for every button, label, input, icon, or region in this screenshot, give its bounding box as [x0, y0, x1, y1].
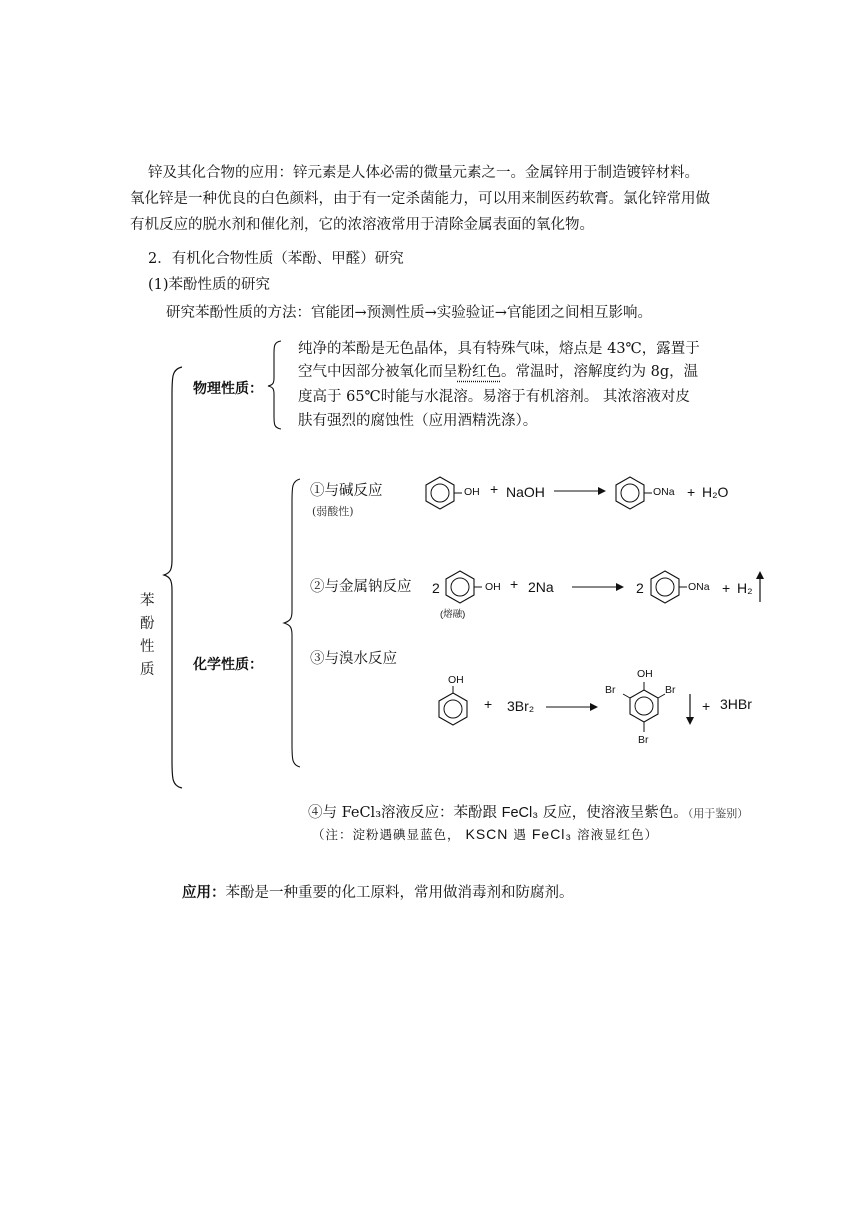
side-label-char: 苯 — [140, 593, 155, 609]
benzene-ring-icon — [432, 684, 472, 734]
reaction-4-note-line — [312, 824, 658, 845]
r2-melt-note: (熔融) — [440, 609, 466, 620]
r2-h2: H₂ — [737, 580, 753, 596]
r2-plus: + — [510, 576, 519, 592]
r3-br-left: Br — [605, 684, 616, 696]
physical-line-3: 度高于 65℃时能与水混溶。易溶于有机溶剂。 其浓溶液对皮 — [298, 389, 690, 405]
emphasis-pink: 粉红色 — [457, 364, 501, 380]
r1-plus: + — [490, 481, 499, 497]
side-label-char: 酚 — [140, 616, 155, 632]
physical-line-4: 肤有强烈的腐蚀性（应用酒精洗涤）。 — [298, 413, 538, 429]
r4-note: （用于鉴别） — [687, 807, 749, 820]
r3-plus: + — [484, 696, 493, 712]
benzene-ring-icon — [420, 474, 460, 514]
reaction-2-title: ②与金属钠反应 — [310, 579, 412, 595]
paragraph-line-1: 锌及其化合物的应用：锌元素是人体必需的微量元素之一。金属锌用于制造镀锌材料。 — [148, 165, 699, 181]
physical-line-2a: 空气中因部分被氧化而呈 — [298, 364, 458, 380]
r2-coef-2: 2 — [636, 580, 644, 596]
r3-br-right: Br — [665, 684, 676, 696]
r4-kscn: KSCN — [465, 826, 509, 842]
r4-note2-e: 溶液显红色） — [572, 827, 659, 842]
r1-oh: OH — [464, 486, 480, 498]
paragraph-line-3: 有机反应的脱水剂和催化剂，它的浓溶液常用于清除金属表面的氧化物。 — [130, 217, 594, 233]
r1-product: ONa — [653, 486, 675, 498]
reaction-4-line — [308, 800, 748, 827]
side-label — [140, 590, 160, 682]
r1-reagent: NaOH — [506, 484, 545, 500]
arrow-icon — [554, 484, 606, 498]
physical-line-2 — [298, 359, 698, 385]
r2-coef-1: 2 — [432, 580, 440, 596]
benzene-ring-icon — [610, 474, 650, 514]
r2-plus-2: + — [722, 580, 731, 596]
physical-label: 物理性质： — [193, 380, 263, 396]
chemical-brace — [280, 478, 304, 768]
gas-up-arrow-icon — [754, 570, 766, 604]
subsection-title: (1)苯酚性质的研究 — [148, 277, 271, 293]
application-label: 应用： — [182, 885, 226, 901]
benzene-ring-icon — [645, 568, 685, 608]
r1-plus-2: + — [687, 484, 696, 500]
r2-reagent: 2Na — [528, 579, 554, 595]
r3-br-bottom: Br — [638, 734, 649, 746]
r3-product-oh: OH — [637, 668, 653, 680]
chemical-label: 化学性质： — [193, 656, 263, 672]
r3-reagent: 3Br₂ — [507, 698, 535, 714]
paragraph-line-2: 氧化锌是一种优良的白色颜料，由于有一定杀菌能力，可以用来制医药软膏。氯化锌常用做 — [130, 191, 710, 207]
r4-note2-a: （注：淀粉遇碘显蓝色， — [312, 827, 461, 842]
r4-text-a: ④与 FeCl₃溶液反应：苯酚跟 — [308, 805, 502, 821]
arrow-icon — [546, 700, 598, 714]
r3-oh: OH — [448, 674, 464, 686]
r1-h2o: H₂O — [702, 484, 729, 500]
r4-text-b: 反应，使溶液呈紫色。 — [538, 805, 688, 821]
method-line: 研究苯酚性质的方法：官能团→预测性质→实验验证→官能团之间相互影响。 — [166, 305, 652, 321]
arrow-icon — [572, 580, 624, 594]
reaction-3-title: ③与溴水反应 — [310, 651, 397, 667]
physical-brace — [265, 340, 285, 430]
r4-fecl3: FeCl₃ — [501, 805, 539, 821]
r3-hbr: 3HBr — [720, 696, 752, 712]
tribromophenol-icon — [618, 680, 674, 738]
side-label-char: 质 — [140, 662, 155, 678]
reaction-1-title: ①与碱反应 — [310, 483, 383, 499]
application-text: 苯酚是一种重要的化工原料，常用做消毒剂和防腐剂。 — [225, 885, 574, 901]
r2-oh: OH — [485, 581, 501, 593]
r2-product: ONa — [688, 581, 710, 593]
physical-line-1: 纯净的苯酚是无色晶体，具有特殊气味，熔点是 43℃，露置于 — [298, 341, 700, 357]
section-title: 2．有机化合物性质（苯酚、甲醛）研究 — [148, 251, 404, 267]
side-label-char: 性 — [140, 639, 155, 655]
r4-fecl3-2: FeCl₃ — [531, 826, 573, 842]
benzene-ring-icon — [440, 568, 480, 608]
precipitate-down-arrow-icon — [684, 692, 696, 726]
main-brace — [160, 365, 190, 790]
reaction-1-note: (弱酸性) — [312, 505, 354, 518]
r4-note2-c: 遇 — [508, 827, 532, 842]
application-line — [182, 880, 574, 906]
physical-line-2c: 。常温时，溶解度约为 8g，温 — [501, 364, 699, 380]
r3-plus-2: + — [702, 698, 711, 714]
